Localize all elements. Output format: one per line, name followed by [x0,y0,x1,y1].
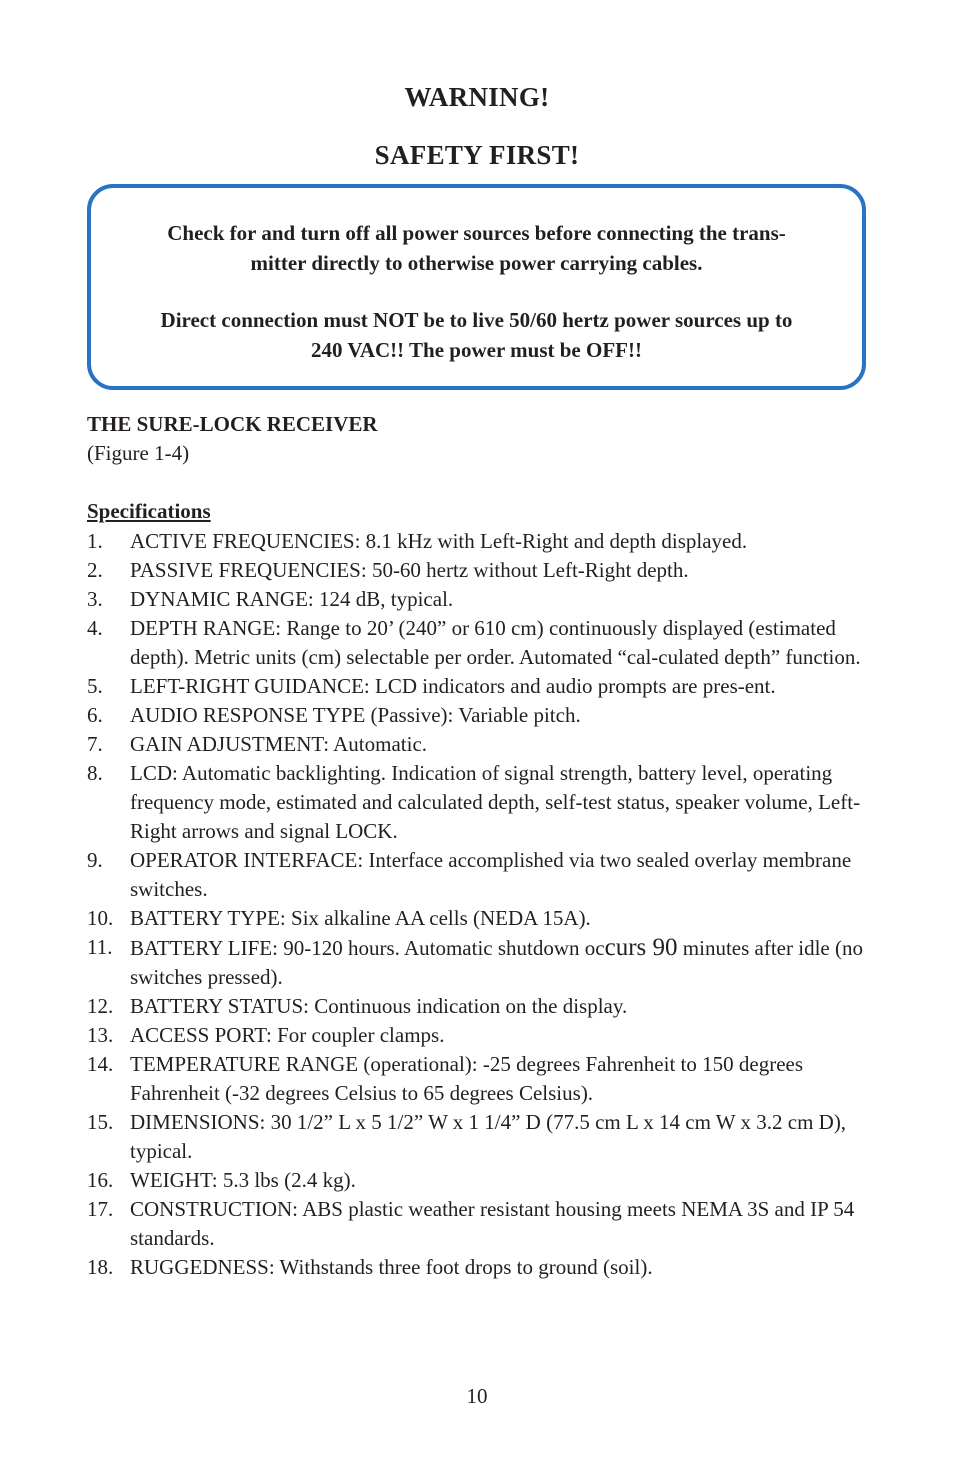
item-text: ACCESS PORT: For coupler clamps. [130,1023,445,1047]
list-item [87,701,867,730]
list-item [87,1108,867,1166]
list-item [87,846,867,904]
item-text: LEFT-RIGHT GUIDANCE: LCD indicators and audio prompts are pres-ent. [130,674,776,698]
item-text: ACTIVE FREQUENCIES: 8.1 kHz with Left-Right and depth displayed. [130,529,748,553]
item-text [130,933,867,992]
item-number: 5. [87,674,103,698]
item-text: AUDIO RESPONSE TYPE (Passive): Variable pitch. [130,703,581,727]
warning-title: WARNING! [404,82,550,112]
item-number: 7. [87,732,103,756]
list-item [87,1195,867,1253]
item-text: CONSTRUCTION: ABS plastic weather resistant housing meets NEMA 3S and IP 54 standards. [130,1197,855,1250]
item-text: DIMENSIONS: 30 1/2” L x 5 1/2” W x 1 1/4” D (77.5 cm L x 14 cm W x 3.2 cm D), typical. [130,1110,847,1163]
item-number: 6. [87,703,103,727]
list-item [87,730,867,759]
item-text-part: BATTERY LIFE: 90-120 hours. Automatic shutdown oc [130,936,605,960]
item-text: WEIGHT: 5.3 lbs (2.4 kg). [130,1168,356,1192]
item-text: OPERATOR INTERFACE: Interface accomplished via two sealed overlay membrane switches. [130,848,852,901]
list-item [87,933,867,992]
item-text: TEMPERATURE RANGE (operational): -25 degrees Fahrenheit to 150 degrees Fahrenheit (-32 degrees Celsius to 65 degrees Celsius). [130,1052,804,1105]
specifications-list [87,527,867,1282]
item-text: RUGGEDNESS: Withstands three foot drops to ground (soil). [130,1255,653,1279]
item-text-part: minutes after idle (no switches pressed). [130,936,863,989]
item-text: BATTERY STATUS: Continuous indication on the display. [130,994,628,1018]
item-number: 10. [87,906,114,930]
item-text: BATTERY TYPE: Six alkaline AA cells (NEDA 15A). [130,906,591,930]
item-number: 8. [87,761,103,785]
item-number: 13. [87,1023,114,1047]
item-text: DEPTH RANGE: Range to 20’ (240” or 610 cm) continuously displayed (estimated depth). Metric units (cm) selectable per order. Automated “cal-culated depth” function. [130,616,861,669]
item-number: 9. [87,848,103,872]
item-number: 16. [87,1168,114,1192]
item-number: 4. [87,616,103,640]
list-item [87,527,867,556]
warning-paragraph-1: Check for and turn off all power sources before connecting the trans- mitter directly to otherwise power carrying cables. [167,221,786,275]
list-item [87,556,867,585]
item-number: 3. [87,587,103,611]
section-title: THE SURE-LOCK RECEIVER [87,412,378,436]
list-item [87,1166,867,1195]
item-text: PASSIVE FREQUENCIES: 50-60 hertz without Left-Right depth. [130,558,689,582]
item-number: 18. [87,1255,114,1279]
list-item [87,585,867,614]
warning-box [87,184,866,390]
specifications-heading: Specifications [87,499,211,523]
list-item [87,672,867,701]
page-number: 10 [466,1384,488,1408]
item-text: DYNAMIC RANGE: 124 dB, typical. [130,587,454,611]
item-number: 11. [87,935,113,959]
list-item [87,992,867,1021]
warning-paragraph-2: Direct connection must NOT be to live 50/60 hertz power sources up to 240 VAC!! The power must be OFF!! [160,308,793,362]
list-item [87,614,867,672]
list-item [87,1021,867,1050]
list-item [87,1050,867,1108]
item-number: 12. [87,994,114,1018]
item-number: 1. [87,529,103,553]
item-text-part-large: curs 90 [604,934,678,961]
item-number: 14. [87,1052,114,1076]
item-number: 2. [87,558,103,582]
list-item [87,1253,867,1282]
item-text: GAIN ADJUSTMENT: Automatic. [130,732,428,756]
item-text: LCD: Automatic backlighting. Indication of signal strength, battery level, operating frequency mode, estimated and calculated depth, self-test status, speaker volume, Left-Right arrows and signal LOCK. [130,761,861,843]
figure-reference: (Figure 1-4) [87,441,190,465]
item-number: 15. [87,1110,114,1134]
safety-title: SAFETY FIRST! [374,140,580,170]
item-number: 17. [87,1197,114,1221]
list-item [87,904,867,933]
list-item [87,759,867,846]
